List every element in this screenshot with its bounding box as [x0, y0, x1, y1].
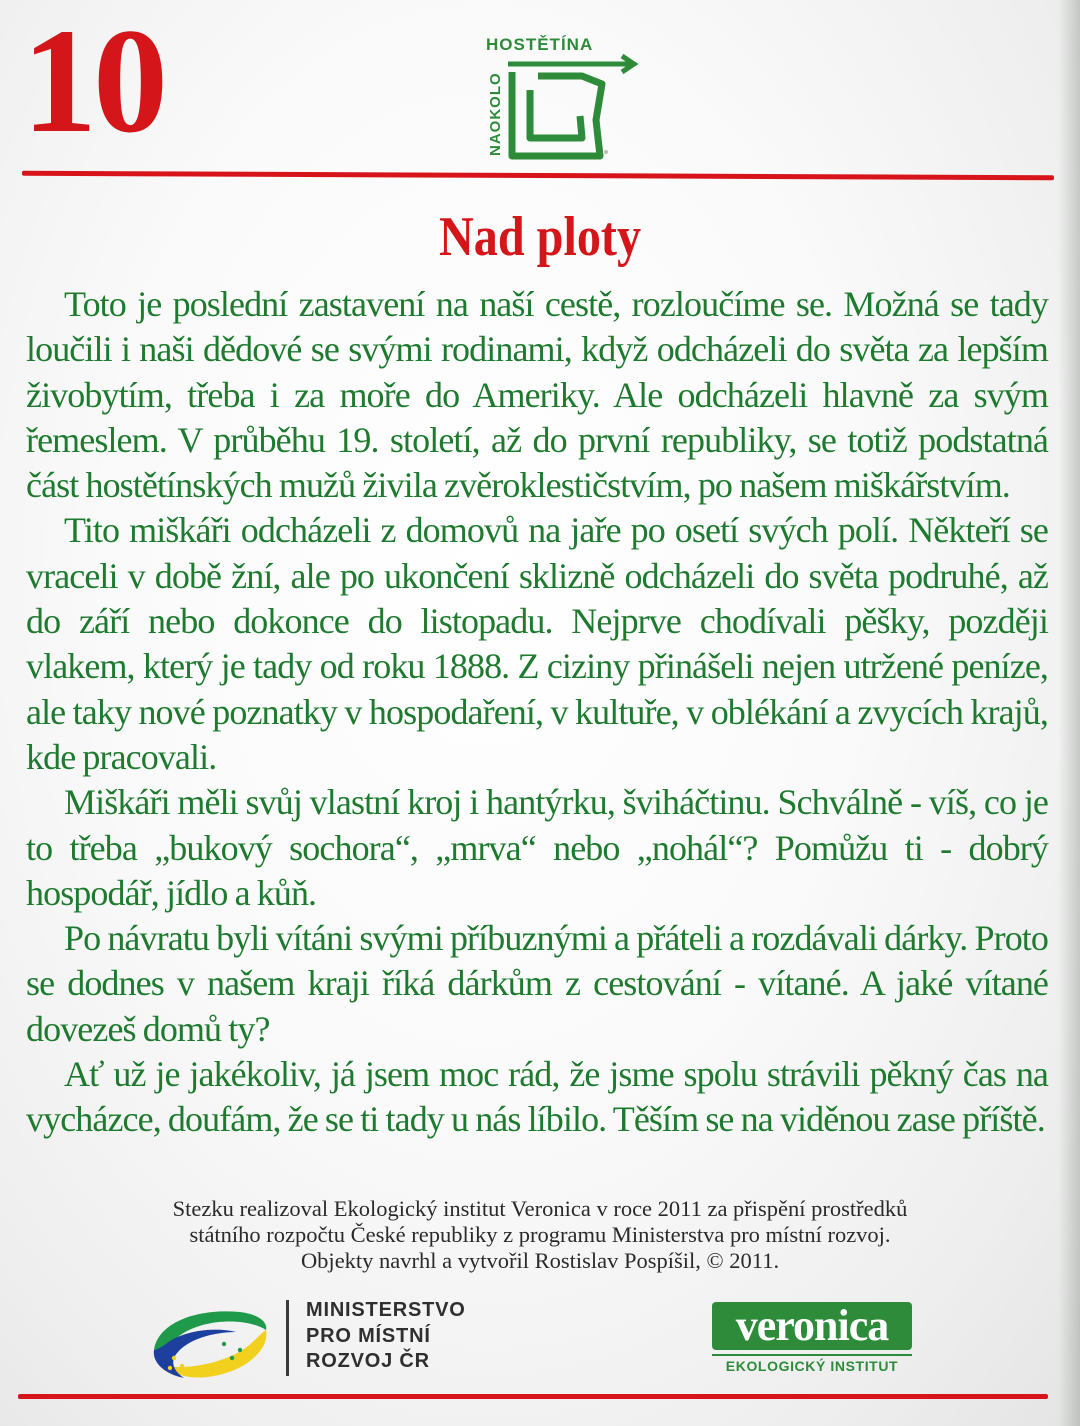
trail-map-icon: [478, 24, 648, 164]
paragraph-2: Tito miškáři odcházeli z domovů na jaře po osetí svých polí. Někteří se vraceli v době žní, ale po ukončení sklizně odcházeli do světa podruhé, až do září nebo dokonce do listopadu. Nejprve chodívali pěšky, později vlakem, který je tady od roku 1888. Z ciziny přinášeli nejen utržené peníze, ale taky nové poznatky v hospodaření, v kultuře, v oblékání a zvycích krajů, kde pracovali.: [26, 510, 1048, 777]
ministry-line-2: PRO MÍSTNÍ: [306, 1324, 431, 1347]
credits-line-3: Objekty navrhl a vytvořil Rostislav Pospíšil, © 2011.: [300, 1248, 780, 1273]
veronica-logo: [712, 1302, 912, 1374]
ministry-line-1: MINISTERSTVO: [306, 1299, 466, 1321]
ministry-emblem-icon: [148, 1304, 272, 1382]
sign-title: Nad ploty: [438, 206, 642, 268]
logo-top-text: HOSTĚTÍNA: [486, 35, 594, 54]
ministry-name: [306, 1298, 466, 1375]
logo-side-text: NAOKOLO: [487, 72, 504, 156]
paragraph-5: Ať už je jakékoliv, já jsem moc rád, že jsme spolu strávili pěkný čas na vycházce, doufám, že se ti tady u nás líbilo. Těším se na viděnou zase příště.: [26, 1054, 1048, 1140]
station-number: 10: [22, 0, 164, 164]
ministry-line-3: ROZVOJ ČR: [306, 1350, 430, 1372]
veronica-name: veronica: [712, 1302, 912, 1350]
trail-logo: [478, 24, 648, 164]
paragraph-1: Toto je poslední zastavení na naší cestě, rozloučíme se. Možná se tady loučili i naši dědové se svými rodinami, když odcházeli do světa za lepším živobytím, třeba i za moře do Ameriky. Ale odcházeli hlavně za svým řemeslem. V průběhu 19. století, až do první republiky, se totiž podstatná část hostětínských mužů živila zvěroklestičstvím, po našem miškářstvím.: [26, 284, 1048, 506]
credits-line-1: Stezku realizoval Ekologický institut Veronica v roce 2011 za přispění prostředků: [172, 1196, 908, 1221]
bottom-divider: [18, 1394, 1048, 1399]
top-divider: [22, 171, 1054, 181]
paragraph-4: Po návratu byli vítáni svými příbuznými a přáteli a rozdávali dárky. Proto se dodnes v našem kraji říká dárkům z cestování - vítané. A jaké vítané dovezeš domů ty?: [26, 918, 1048, 1049]
ministry-divider: [286, 1300, 289, 1376]
veronica-subtitle: EKOLOGICKÝ INSTITUT: [712, 1354, 912, 1374]
sign-body: [26, 282, 1048, 1143]
paragraph-3: Miškáři měli svůj vlastní kroj i hantýrku, šviháčtinu. Schválně - víš, co je to třeba „bukový sochora“, „mrva“ nebo „nohál“? Pomůžu ti - dobrý hospodář, jídlo a kůň.: [26, 782, 1048, 913]
credits-line-2: státního rozpočtu České republiky z programu Ministerstva pro místní rozvoj.: [189, 1222, 891, 1247]
board-edge-shadow: [1058, 0, 1080, 1426]
credits: [60, 1196, 1020, 1274]
